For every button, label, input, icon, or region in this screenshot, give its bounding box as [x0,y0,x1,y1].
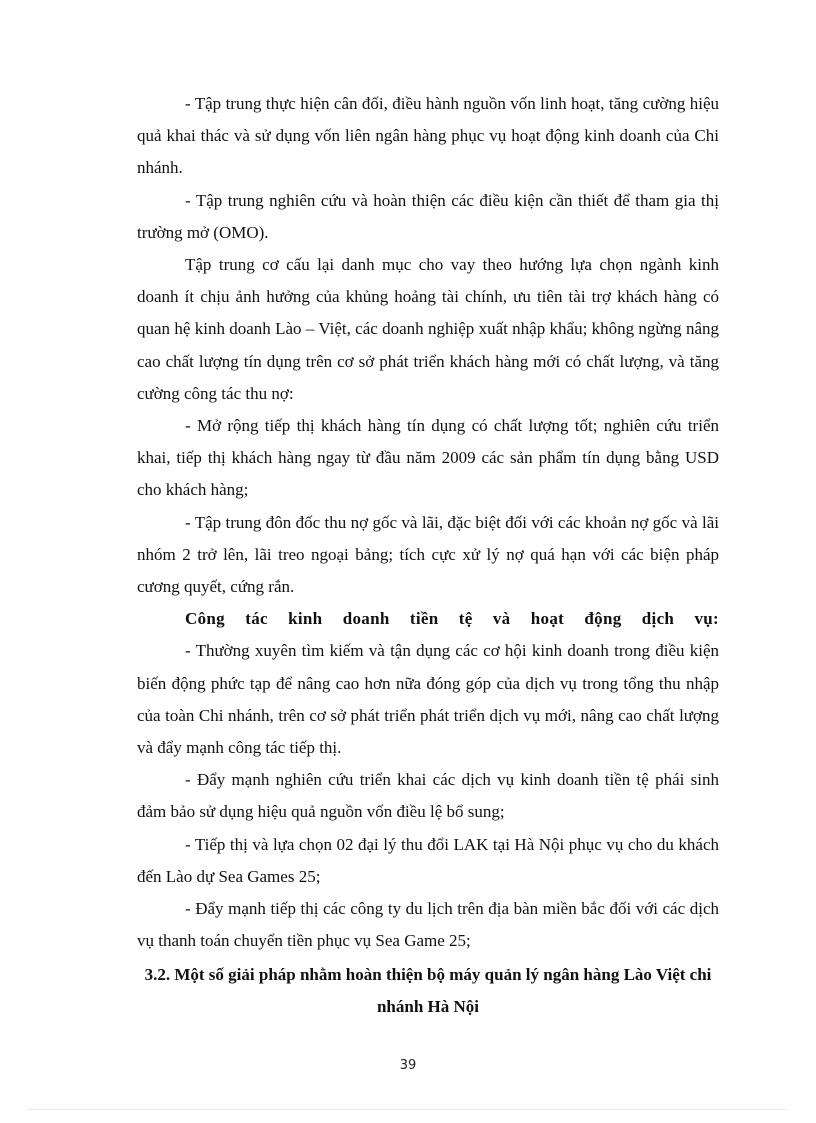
paragraph-derivatives: - Đẩy mạnh nghiên cứu triển khai các dịch vụ kinh doanh tiền tệ phái sinh đảm bảo sử dụng hiệu quả nguồn vốn điều lệ bổ sung; [137,770,719,822]
paragraph-omo: - Tập trung nghiên cứu và hoàn thiện các điều kiện cần thiết để tham gia thị trường mở (OMO). [137,190,719,242]
paragraph-credit-marketing: - Mở rộng tiếp thị khách hàng tín dụng có chất lượng tốt; nghiên cứu triển khai, tiếp thị khách hàng ngay từ đầu năm 2009 các sản phẩm tín dụng bằng USD cho khách hàng; [137,416,719,500]
paragraph-debt-collection: - Tập trung đôn đốc thu nợ gốc và lãi, đặc biệt đối với các khoản nợ gốc và lãi nhóm 2 trở lên, lãi treo ngoại bảng; tích cực xử lý nợ quá hạn với các biện pháp cương quyết, cứng rắn. [137,512,719,597]
paragraph-capital-balance: - Tập trung thực hiện cân đối, điều hành nguồn vốn linh hoạt, tăng cường hiệu quả khai thác và sử dụng vốn liên ngân hàng phục vụ hoạt động kinh doanh của Chi nhánh. [137,94,719,178]
section-title: 3.2. Một số giải pháp nhằm hoàn thiện bộ máy quản lý ngân hàng Lào Việt chi nhánh Hà Nội [144,965,712,1017]
page-number: 39 [399,1058,417,1073]
paragraph-business-opportunities: - Thường xuyên tìm kiếm và tận dụng các cơ hội kinh doanh trong điều kiện biến động phức tạp để nâng cao hơn nữa đóng góp của dịch vụ trong tổng thu nhập của toàn Chi nhánh, trên cơ sở phát triển phát triển dịch vụ mới, nâng cao chất lượng và đẩy mạnh công tác tiếp thị. [137,641,719,758]
page-divider [28,1109,788,1110]
document-body [137,88,719,1023]
subheading-money-business: Công tác kinh doanh tiền tệ và hoạt động dịch vụ: [185,609,719,629]
paragraph-lak-agents: - Tiếp thị và lựa chọn 02 đại lý thu đổi LAK tại Hà Nội phục vụ cho du khách đến Lào dự Sea Games 25; [137,834,719,886]
paragraph-travel-companies: - Đẩy mạnh tiếp thị các công ty du lịch trên địa bàn miền bắc đối với các dịch vụ thanh toán chuyển tiền phục vụ Sea Game 25; [137,899,719,951]
paragraph-loan-portfolio: Tập trung cơ cấu lại danh mục cho vay theo hướng lựa chọn ngành kinh doanh ít chịu ảnh hưởng của khủng hoảng tài chính, ưu tiên tài trợ khách hàng có quan hệ kinh doanh Lào – Việt, các doanh nghiệp xuất nhập khẩu; không ngừng nâng cao chất lượng tín dụng trên cơ sở phát triển khách hàng mới có chất lượng, và tăng cường công tác thu nợ: [137,255,719,403]
